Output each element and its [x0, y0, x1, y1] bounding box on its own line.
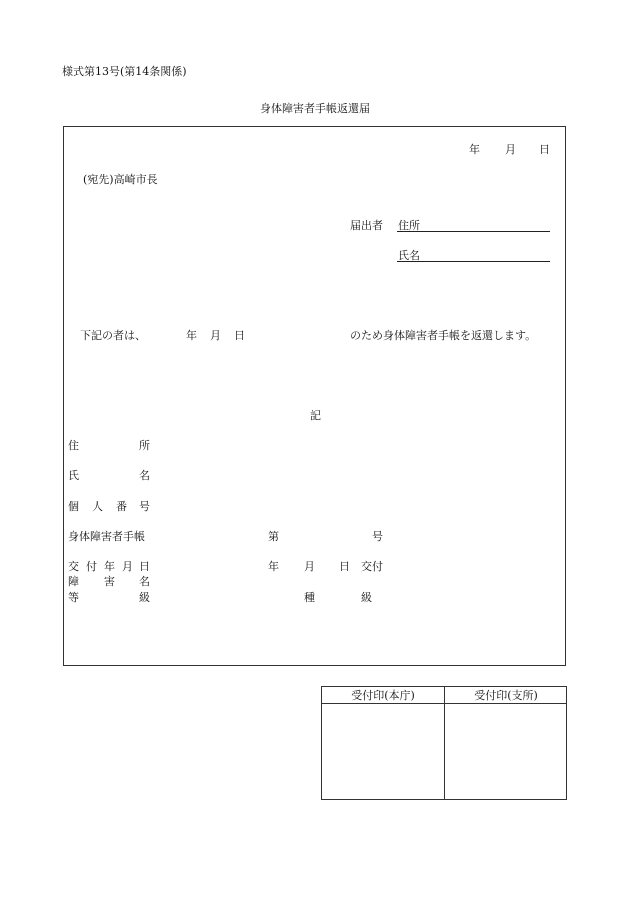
applicant-label: 届出者: [350, 219, 383, 232]
field-address-char-2: 所: [139, 439, 150, 452]
field-personal-number-char-1: 個: [68, 500, 79, 513]
statement-tail: のため身体障害者手帳を返還します。: [350, 329, 537, 342]
field-personal-number-char-3: 番: [116, 500, 127, 513]
field-name-char-2: 名: [139, 469, 150, 482]
field-name-char-1: 氏: [68, 469, 79, 482]
form-number: 様式第13号(第14条関係): [62, 65, 187, 78]
field-issue-year-label: 年: [268, 560, 279, 573]
field-disability-char-2: 害: [104, 575, 115, 588]
receipt-branch-office-header: 受付印(支所): [474, 689, 538, 702]
date-year-label: 年: [469, 143, 480, 156]
document-title: 身体障害者手帳返還届: [260, 102, 370, 115]
field-personal-number-char-4: 号: [139, 500, 150, 513]
statement-month-label: 月: [210, 329, 221, 342]
field-type-char-2: 級: [361, 591, 372, 604]
field-grade-char-1: 等: [68, 591, 79, 604]
addressee: (宛先)高崎市長: [83, 173, 158, 186]
field-issue-date-char-2: 付: [86, 560, 97, 573]
ki-heading: 記: [310, 409, 321, 422]
field-address-char-1: 住: [68, 439, 79, 452]
field-disability-char-3: 名: [139, 575, 150, 588]
receipt-stamp-table: [321, 686, 567, 800]
applicant-name-label: 氏名: [398, 249, 420, 262]
receipt-branch-office-stamp-area: [445, 704, 566, 800]
field-issue-date-char-4: 月: [122, 560, 133, 573]
field-handbook-go: 号: [372, 530, 383, 543]
statement-day-label: 日: [234, 329, 245, 342]
field-issue-date-char-3: 年: [104, 560, 115, 573]
date-month-label: 月: [505, 143, 516, 156]
applicant-address-field[interactable]: [397, 231, 550, 232]
receipt-main-office-header: 受付印(本庁): [351, 689, 415, 702]
receipt-main-office-stamp-area: [322, 704, 443, 800]
field-grade-char-2: 級: [139, 591, 150, 604]
field-handbook-dai: 第: [268, 530, 279, 543]
field-issue-month-label: 月: [304, 560, 315, 573]
field-type-char-1: 種: [304, 591, 315, 604]
field-issue-suffix: 交付: [361, 560, 383, 573]
field-handbook-label: 身体障害者手帳: [68, 530, 145, 543]
field-disability-char-1: 障: [68, 575, 79, 588]
date-day-label: 日: [539, 143, 550, 156]
field-issue-date-char-1: 交: [68, 560, 79, 573]
statement-lead: 下記の者は、: [80, 329, 146, 342]
field-personal-number-char-2: 人: [92, 500, 103, 513]
field-issue-day-label: 日: [339, 560, 350, 573]
applicant-address-label: 住所: [398, 219, 420, 232]
field-issue-date-char-5: 日: [139, 560, 150, 573]
applicant-name-field[interactable]: [397, 261, 550, 262]
statement-year-label: 年: [186, 329, 197, 342]
